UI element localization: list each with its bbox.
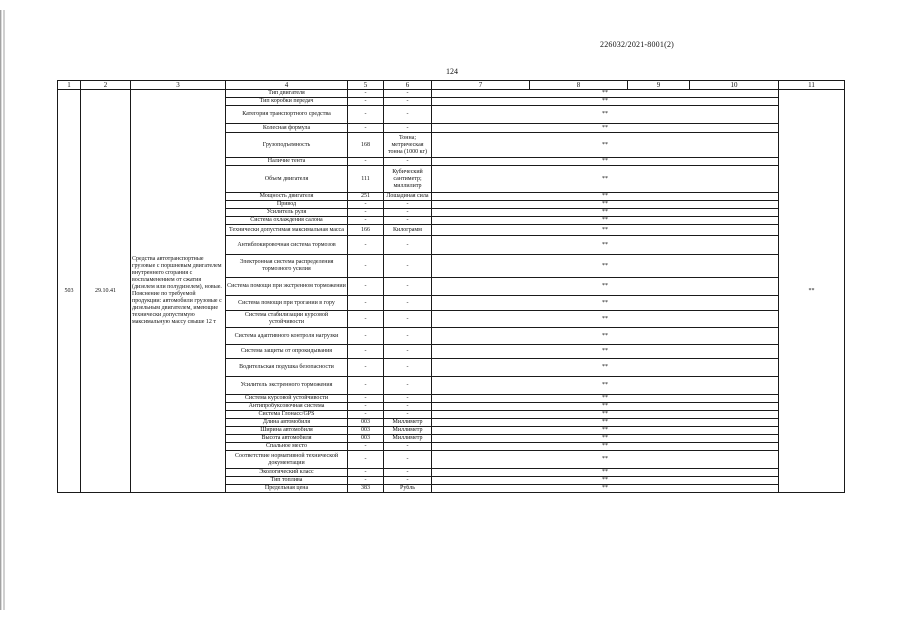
unit-code: - xyxy=(348,158,384,166)
unit-name: Миллиметр xyxy=(384,435,432,443)
characteristic-name: Система защиты от опрокидывания xyxy=(226,345,348,359)
unit-name: - xyxy=(384,124,432,133)
unit-name: - xyxy=(384,209,432,217)
characteristic-value: ** xyxy=(432,359,779,377)
unit-name: - xyxy=(384,311,432,328)
unit-name: - xyxy=(384,158,432,166)
unit-name: - xyxy=(384,255,432,278)
column-number-row xyxy=(58,81,845,90)
page-number: 124 xyxy=(446,67,458,76)
characteristic-name: Антипробуксовочная система xyxy=(226,403,348,411)
unit-name: - xyxy=(384,395,432,403)
unit-name: - xyxy=(384,477,432,485)
unit-code: - xyxy=(348,451,384,469)
column-number-10: 10 xyxy=(690,81,779,90)
column-number-9: 9 xyxy=(628,81,690,90)
characteristic-value: ** xyxy=(432,90,779,98)
characteristic-value: ** xyxy=(432,166,779,193)
unit-name: Миллиметр xyxy=(384,427,432,435)
characteristic-name: Экологический класс xyxy=(226,469,348,477)
characteristic-name: Объем двигателя xyxy=(226,166,348,193)
characteristic-name: Система помощи при трогании в гору xyxy=(226,296,348,311)
characteristic-value: ** xyxy=(432,158,779,166)
characteristic-value: ** xyxy=(432,255,779,278)
characteristic-value: ** xyxy=(432,395,779,403)
characteristic-name: Соответствие нормативной технической документации xyxy=(226,451,348,469)
unit-code: - xyxy=(348,236,384,255)
characteristic-value: ** xyxy=(432,451,779,469)
characteristic-name: Высота автомобиля xyxy=(226,435,348,443)
characteristic-value: ** xyxy=(432,209,779,217)
characteristic-name: Усилитель руля xyxy=(226,209,348,217)
characteristic-value: ** xyxy=(432,328,779,345)
column-number-6: 6 xyxy=(384,81,432,90)
column-number-11: 11 xyxy=(779,81,845,90)
unit-name: Килограмм xyxy=(384,225,432,236)
unit-name: - xyxy=(384,469,432,477)
characteristic-name: Привод xyxy=(226,201,348,209)
unit-code: - xyxy=(348,98,384,106)
entry-number: 503 xyxy=(58,90,81,493)
characteristic-name: Усилитель экстренного торможения xyxy=(226,377,348,395)
characteristic-name: Мощность двигателя xyxy=(226,193,348,201)
characteristic-value: ** xyxy=(432,435,779,443)
characteristic-name: Система охлаждения салона xyxy=(226,217,348,225)
characteristic-name: Водительская подушка безопасности xyxy=(226,359,348,377)
characteristic-value: ** xyxy=(432,485,779,493)
column-number-8: 8 xyxy=(530,81,628,90)
characteristic-value: ** xyxy=(432,311,779,328)
characteristic-name: Ширина автомобиля xyxy=(226,427,348,435)
unit-code: - xyxy=(348,217,384,225)
unit-code: - xyxy=(348,469,384,477)
characteristic-value: ** xyxy=(432,133,779,158)
characteristic-value: ** xyxy=(432,345,779,359)
characteristic-name: Система помощи при экстренном торможении xyxy=(226,278,348,296)
unit-code: - xyxy=(348,311,384,328)
characteristic-value: ** xyxy=(432,124,779,133)
unit-name: - xyxy=(384,403,432,411)
unit-name: Миллиметр xyxy=(384,419,432,427)
characteristic-name: Предельная цена xyxy=(226,485,348,493)
unit-name: - xyxy=(384,359,432,377)
column-number-1: 1 xyxy=(58,81,81,90)
characteristic-name: Спальное место xyxy=(226,443,348,451)
entry-description: Средства автотранспортные грузовые с поршневым двигателем внутреннего сгорания с воспламенением от сжатия (дизелем или полудизелем), новые. Пояснение по требуемой продукции: автомобили грузовые с дизельным двигателем, имеющие технически допустимую максимальную массу свыше 12 т xyxy=(131,90,226,493)
characteristic-value: ** xyxy=(432,403,779,411)
characteristic-value: ** xyxy=(432,443,779,451)
characteristic-name: Электронная система распределения тормозного усилия xyxy=(226,255,348,278)
unit-code: - xyxy=(348,359,384,377)
unit-name: - xyxy=(384,296,432,311)
column-number-7: 7 xyxy=(432,81,530,90)
unit-name: - xyxy=(384,443,432,451)
unit-name: - xyxy=(384,201,432,209)
characteristic-name: Грузоподъемность xyxy=(226,133,348,158)
unit-name: - xyxy=(384,377,432,395)
characteristic-name: Тип топлива xyxy=(226,477,348,485)
unit-name: - xyxy=(384,278,432,296)
characteristic-value: ** xyxy=(432,296,779,311)
characteristic-name: Антиблокировочная система тормозов xyxy=(226,236,348,255)
unit-code: - xyxy=(348,106,384,124)
unit-name: Лошадиная сила xyxy=(384,193,432,201)
unit-code: 003 xyxy=(348,419,384,427)
unit-name: - xyxy=(384,328,432,345)
unit-name: Рубль xyxy=(384,485,432,493)
characteristic-value: ** xyxy=(432,477,779,485)
unit-code: 003 xyxy=(348,427,384,435)
unit-name: - xyxy=(384,345,432,359)
characteristic-value: ** xyxy=(432,427,779,435)
unit-code: - xyxy=(348,255,384,278)
unit-name: - xyxy=(384,98,432,106)
characteristic-name: Система Глонасс/GPS xyxy=(226,411,348,419)
characteristic-name: Категория транспортного средства xyxy=(226,106,348,124)
column-number-5: 5 xyxy=(348,81,384,90)
column-number-3: 3 xyxy=(131,81,226,90)
unit-code: 003 xyxy=(348,435,384,443)
unit-code: 383 xyxy=(348,485,384,493)
characteristic-value: ** xyxy=(432,225,779,236)
unit-code: - xyxy=(348,443,384,451)
characteristic-value: ** xyxy=(432,419,779,427)
characteristic-value: ** xyxy=(432,98,779,106)
characteristic-name: Тип коробки передач xyxy=(226,98,348,106)
unit-code: - xyxy=(348,328,384,345)
unit-code: - xyxy=(348,278,384,296)
characteristic-value: ** xyxy=(432,278,779,296)
unit-name: - xyxy=(384,451,432,469)
characteristic-value: ** xyxy=(432,217,779,225)
unit-code: - xyxy=(348,90,384,98)
characteristic-name: Длина автомобиля xyxy=(226,419,348,427)
column-number-4: 4 xyxy=(226,81,348,90)
unit-name: - xyxy=(384,217,432,225)
unit-code: - xyxy=(348,377,384,395)
characteristic-value: ** xyxy=(432,469,779,477)
characteristic-value: ** xyxy=(432,236,779,255)
procurement-table xyxy=(57,80,845,493)
characteristic-value: ** xyxy=(432,411,779,419)
characteristic-value: ** xyxy=(432,106,779,124)
unit-name: - xyxy=(384,90,432,98)
unit-code: 251 xyxy=(348,193,384,201)
characteristic-value: ** xyxy=(432,193,779,201)
unit-code: - xyxy=(348,345,384,359)
entry-code: 29.10.41 xyxy=(81,90,131,493)
characteristic-name: Технически допустимая максимальная масса xyxy=(226,225,348,236)
unit-code: - xyxy=(348,201,384,209)
characteristic-name: Наличие тента xyxy=(226,158,348,166)
document-id: 226032/2021-8001(2) xyxy=(600,40,675,49)
table-row xyxy=(58,90,845,98)
column-11-value: ** xyxy=(779,90,845,493)
unit-code: 168 xyxy=(348,133,384,158)
characteristic-name: Система курсовой устойчивости xyxy=(226,395,348,403)
unit-code: - xyxy=(348,395,384,403)
unit-name: Тонна; метрическая тонна (1000 кг) xyxy=(384,133,432,158)
column-number-2: 2 xyxy=(81,81,131,90)
scan-binding-edge xyxy=(0,10,6,610)
unit-name: - xyxy=(384,106,432,124)
characteristic-name: Колесная формула xyxy=(226,124,348,133)
unit-name: Кубический сантиметр; миллилитр xyxy=(384,166,432,193)
characteristic-name: Система стабилизации курсовой устойчивости xyxy=(226,311,348,328)
unit-code: - xyxy=(348,411,384,419)
unit-name: - xyxy=(384,236,432,255)
unit-code: - xyxy=(348,209,384,217)
unit-code: - xyxy=(348,477,384,485)
unit-code: - xyxy=(348,124,384,133)
unit-code: - xyxy=(348,296,384,311)
characteristic-value: ** xyxy=(432,377,779,395)
unit-name: - xyxy=(384,411,432,419)
characteristic-value: ** xyxy=(432,201,779,209)
characteristic-name: Тип двигателя xyxy=(226,90,348,98)
unit-code: 111 xyxy=(348,166,384,193)
unit-code: - xyxy=(348,403,384,411)
unit-code: 166 xyxy=(348,225,384,236)
characteristic-name: Система адаптивного контроля нагрузки xyxy=(226,328,348,345)
